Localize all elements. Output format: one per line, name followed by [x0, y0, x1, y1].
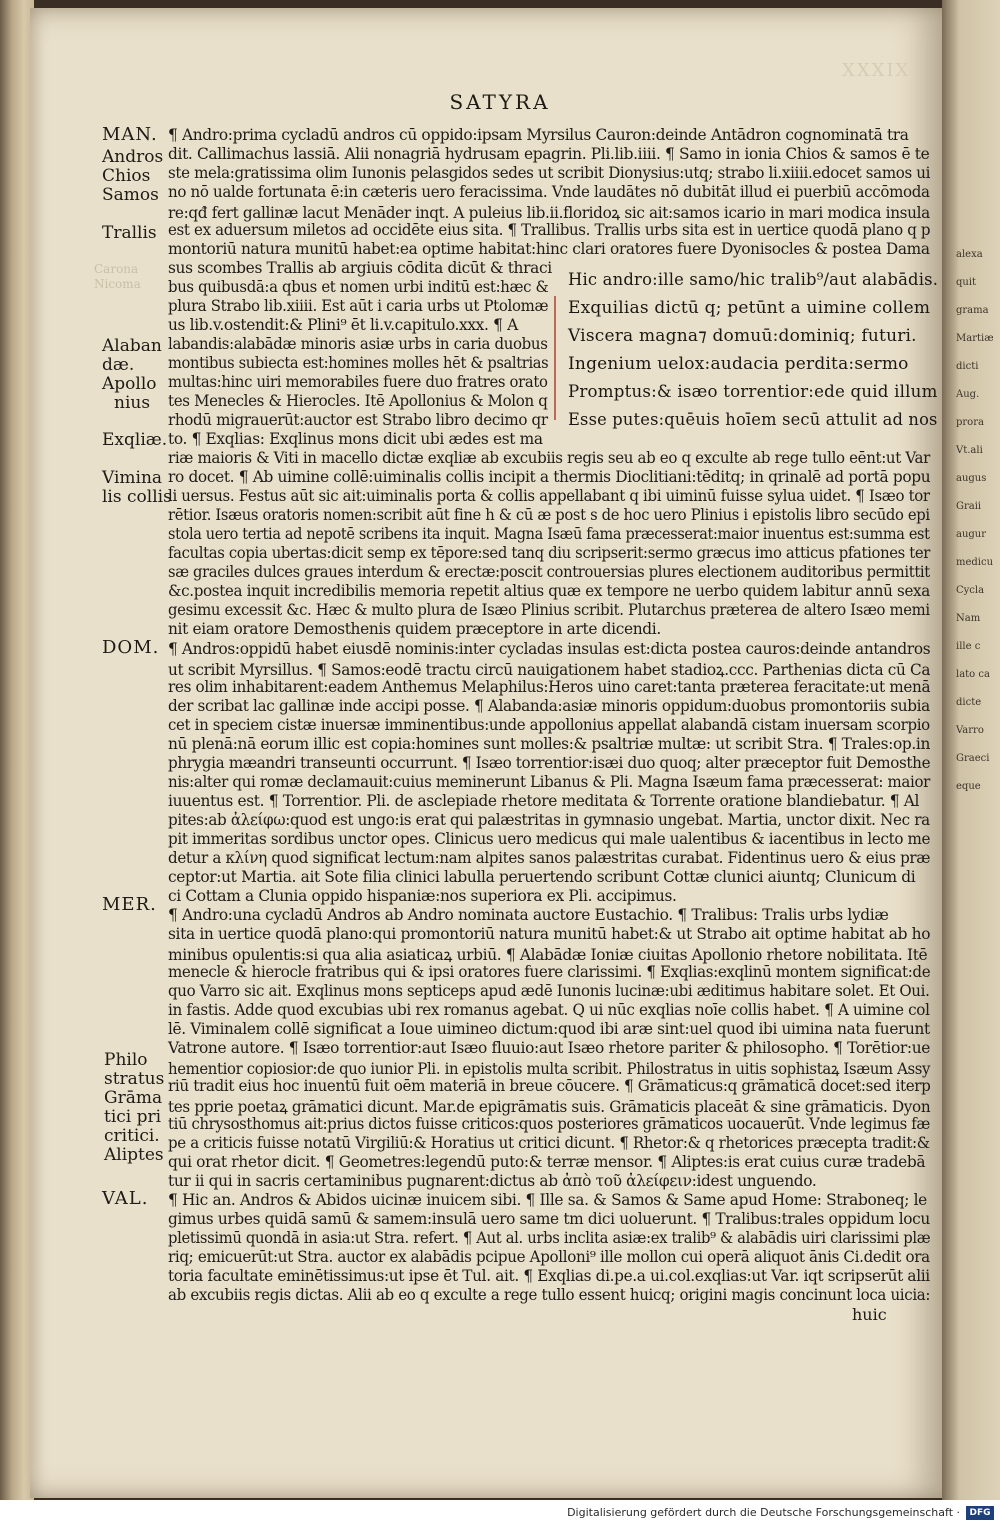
text-line: montibus subiecta est:homines molles hēt & psaltrias [168, 354, 549, 372]
margin-aliptes: Aliptes [104, 1145, 164, 1165]
margin-trallis: Trallis [102, 223, 157, 243]
text-line: est ex aduersum miletos ad occidēte eius sita. ¶ Trallibus. Trallis urbs sita est in uertice quodā plano q p [168, 221, 931, 239]
text-line: tiū chrysosthomus ait:prius dictos fuisse criticos:quos posteriores grāmaticos uocauerūt. Vnde legimus fæ [168, 1115, 930, 1133]
margin-lis-collis: lis collis [102, 487, 172, 507]
verse-line: Promptus:& isæo torrentior:ede quid illum [568, 382, 938, 402]
text-line: gimus urbes quidā samū & samem:insulā uero same tm dici uoluerunt. ¶ Tralibus:trales oppidum locu [168, 1210, 930, 1228]
margin-exqliae: Exqliæ. [102, 430, 168, 450]
section-mer: MER. [102, 894, 157, 915]
text-line: Vatrone autore. ¶ Isæo torrentior:aut Isæo fluuio:aut Isæo rhetore pariter & philosopho. ¶ Torētior:ue [168, 1039, 931, 1057]
facing-page-fragment: ille c [956, 641, 981, 652]
text-line: phrygia mæandri transeunti occurrunt. ¶ Isæo torrentior:isæi duo quoq; alter præceptor fuit Demosthe [168, 754, 931, 772]
facing-page-fragment: augus [956, 473, 987, 484]
text-line: labandis:alabādæ minoris asiæ urbs in caria duobus [168, 335, 548, 353]
text-line: facultas copia ubertas:dicit semp ex tēpore:sed tanq diu scripserit:sermo græcus imo atticus pfationes ter [168, 544, 931, 562]
text-line: menecle & hierocle fratribus qui & ipsi oratores fuere clarissimi. ¶ Exqlias:exqlinū montem significat:de [168, 963, 931, 981]
rubrication-mark [554, 296, 560, 420]
margin-philo: Philo [104, 1050, 148, 1070]
text-line: toria facultate eminētissimus:ut ipse ēt Tul. ait. ¶ Exqlias di.pe.a ui.col.exqlias:ut Var. iqt scripserūt alii [168, 1267, 930, 1285]
text-line: ab excubiis regis dictas. Alii ab eo q exculte a rege tullo essent huicq; origini magis concinunt loca uicia: [168, 1286, 931, 1304]
verse-line: Esse putes:quēuis hoīem secū attulit ad nos [568, 410, 938, 430]
text-line: riæ maioris & Viti in macello dictæ exqliæ ab excubiis regis seu ab eo q exculte ab rege tullo eēnt:ut Var [168, 449, 930, 467]
text-line: tur ii qui in sacris certaminibus pugnarent:dictus ab ἀπὸ τοῦ ἀλείφειν:idest unguendo. [168, 1172, 817, 1190]
margin-vimina: Vimina [102, 468, 163, 488]
facing-page-fragment: Nam [956, 613, 981, 624]
text-line: pletissimū quondā in asia:ut Stra. refert. ¶ Aut al. urbs inclita asiæ:ex tralib⁹ & alabādis uiri clarissimi plæ [168, 1229, 931, 1247]
margin-alaban: Alaban [102, 336, 162, 356]
facing-page-fragment: Vt.ali [956, 445, 983, 456]
margin-dae: dæ. [102, 355, 135, 375]
text-line: detur a κλίνη quod significat lectum:nam alpites sanos palæstritas curabat. Fidentinus uero & eius præ [168, 849, 931, 867]
margin-tici: tici pri [104, 1107, 162, 1127]
facing-page-fragment: Cycla [956, 585, 985, 596]
text-line: hementior copiosior:de quo iunior Pli. in epistolis multa scribit. Philostratus in uitis sophistaꝝ Isæum Assy [168, 1060, 931, 1078]
text-line: nis:alter qui romæ declamauit:cuius meminerunt Libanus & Pli. Magna Isæum fama præcesserat: maior [168, 773, 930, 791]
bleed-through-margin: Carona Nicoma [94, 262, 141, 291]
facing-page-fragment: quit [956, 277, 977, 288]
facing-page-fragment: medicu [956, 557, 994, 568]
text-line: nit eiam oratore Demosthenis quidem præceptore in arte dicendi. [168, 620, 661, 638]
facing-page-fragment: Graeci [956, 753, 990, 764]
facing-page-fragment: Graii [956, 501, 982, 512]
facing-page-fragment: Varro [956, 725, 984, 736]
text-line: cet in speciem cistæ inuersæ imminentibus:unde appollonius appellat alabandā cistam inuersam scorpio [168, 716, 930, 734]
catchword: huic [852, 1305, 887, 1324]
running-title: SATYRA [449, 90, 551, 114]
verse-line: Hic andro:ille samo/hic tralib⁹/aut alabādis. [568, 270, 939, 290]
text-line: sæ graciles dulces graues interdum & erectæ:poscit controuersias plures electionem auditoribus permittit [168, 563, 930, 581]
facing-page-edge [942, 0, 1000, 1500]
digitization-footer [0, 1500, 1000, 1526]
text-line: &c.postea inquit incredibilis memoria repetit altius quæ ex tempore ne uerbo quidem labitur annū sexa [168, 582, 930, 600]
text-line: rētior. Isæus oratoris nomen:scribit aūt fine h & cū æ post s de hoc uero Plinius i epistolis libro secūdo epi [168, 506, 930, 524]
text-line: tes Menecles & Hierocles. Itē Apollonius & Molon q [168, 392, 548, 410]
section-val: VAL. [102, 1188, 149, 1209]
text-line: tes pprie poetaꝝ grāmatici dicunt. Mar.de epigrāmatis suis. Grāmaticis placeāt & sine grāmaticis. Dyon [168, 1098, 931, 1116]
facing-page-fragment: grama [956, 305, 989, 316]
text-line: res olim inhabitarent:eadem Anthemus Melaphilus:Heros uino caret:tanta præterea feracitate:ut menā [168, 678, 931, 696]
margin-grama: Grāma [104, 1088, 163, 1108]
text-line: montoriū natura munitū habet:ea optime habitat:hinc clari oratores fuere Dyonisocles & postea Dama [168, 240, 930, 258]
text-line: plura Strabo lib.xiiii. Est aūt i caria urbs ut Ptolomæ [168, 297, 549, 315]
footer-credit: Digitalisierung gefördert durch die Deutsche Forschungsgemeinschaft · [567, 1506, 960, 1519]
facing-page-fragment: Martiæ [956, 333, 994, 344]
facing-page-fragment: augur [956, 529, 987, 540]
text-line: ¶ Hic an. Andros & Abidos uicinæ inuicem sibi. ¶ Ille sa. & Samos & Same apud Home: Straboneq; le [168, 1191, 927, 1209]
text-line: ¶ Andros:oppidū habet eiusdē nominis:inter cycladas insulas est:dicta postea cauros:deinde antandros [168, 640, 931, 658]
text-line: riū tradit eius hoc inuentū fuit oēm materiā in breue cōucere. ¶ Grāmaticus:q grāmaticā docet:sed iterp [168, 1077, 931, 1095]
facing-page-fragment: prora [956, 417, 984, 428]
text-line: gesimu excessit &c. Hæc & multo plura de Isæo Plinius scribit. Plutarchus præterea de altero Isæo memi [168, 601, 930, 619]
text-line: ci Cottam a Clunia oppido hispaniæ:nos superiora ex Pli. accipimus. [168, 887, 677, 905]
text-line: ¶ Andro:una cycladū Andros ab Andro nominata auctore Eustachio. ¶ Tralibus: Tralis urbs lydiæ [168, 906, 889, 924]
text-line: li uersus. Festus aūt sic ait:uiminalis porta & collis appellabant q ibi uiminū fuisse sylua uidet. ¶ Isæo tor [168, 487, 930, 505]
text-line: ro docet. ¶ Ab uimine collē:uiminalis collis incipit a thermis Dioclitiani:tēditq; in qrinalē ad portā popu [168, 468, 931, 486]
margin-stratus: stratus [104, 1069, 165, 1089]
verse-line: Viscera magna⁊ domuū:dominiq; futuri. [568, 326, 917, 346]
verse-line: Exquilias dictū q; petūnt a uimine collem [568, 298, 931, 318]
text-line: sus scombes Trallis ab argiuis cōdita dicūt & thraci [168, 259, 552, 277]
text-line: der scribat lac gallinæ inde accipi posse. ¶ Alabanda:asiæ minoris oppidum:duobus promontoriis subia [168, 697, 930, 715]
facing-page-fragment: alexa [956, 249, 983, 260]
verse-line: Ingenium uelox:audacia perdita:sermo [568, 354, 909, 374]
text-line: sita in uertice quodā plano:qui promontoriū natura munitū habet:& ut Strabo ait optime habitat ab ho [168, 925, 931, 943]
text-line: us lib.v.ostendit:& Plini⁹ ēt li.v.capitulo.xxx. ¶ A [168, 316, 518, 334]
margin-apollo: Apollo [102, 374, 157, 394]
facing-page-fragment: dicte [956, 697, 982, 708]
text-line: pit immeritas sordibus unctor opes. Clinicus uero medicus qui male ualentibus & iacentibus in lecto me [168, 830, 931, 848]
text-line: rhodū migrauerūt:auctor est Strabo libro decimo qr [168, 411, 548, 429]
text-line: iuuentus est. ¶ Torrentior. Pli. de asclepiade rhetore meditata & Torrente oratione blandiebatur. ¶ Al [168, 792, 920, 810]
dfg-logo-icon: DFG [966, 1506, 994, 1520]
facing-page-fragment: Aug. [956, 389, 980, 400]
facing-page-fragment: dicti [956, 361, 979, 372]
section-dom: DOM. [102, 637, 160, 658]
text-line: dit. Callimachus lassiā. Alii nonagriā hydrusam epagrin. Pli.lib.iiii. ¶ Samo in ionia Chios & samos ē te [168, 145, 930, 163]
text-line: stola uero tertia ad nepotē scribens ita inquit. Magna Isæū fama præcesserat:maior inuentus est:summa est [168, 525, 930, 543]
text-line: lē. Viminalem collē significat a Ioue uimineo dictum:quod ibi aræ sint:uel quod ibi uimina nata fuerunt [168, 1020, 930, 1038]
facing-page-fragment: eque [956, 781, 981, 792]
facing-page-fragment: lato ca [956, 669, 990, 680]
margin-andros: Andros [102, 147, 164, 167]
margin-critici: critici. [104, 1126, 160, 1146]
text-line: multas:hinc uiri memorabiles fuere duo fratres orato [168, 373, 548, 391]
margin-nius: nius [114, 393, 151, 413]
text-line: bus quibusdā:a qbus et nomen urbi inditū est:hæc & [168, 278, 549, 296]
text-line: pe a criticis fuisse notatū Virgiliū:& Horatius ut critici dicunt. ¶ Rhetor:& q rhetorices præcepta tradit:& [168, 1134, 930, 1152]
text-line: quo Varro sic ait. Exqlinus mons septiceps apud ædē Iunonis lucinæ:ubi æditimus habitare solet. Et Oui. [168, 982, 930, 1000]
text-line: re:qđ fert gallinæ lacut Menāder inqt. A puleius lib.ii.floridoꝝ sic ait:samos icario in mari modica insula [168, 204, 930, 222]
text-line: ¶ Andro:prima cycladū andros cū oppido:ipsam Myrsilus Cauron:deinde Antādron cognominatā tra [168, 126, 909, 144]
margin-chios: Chios [102, 166, 151, 186]
text-line: in fastis. Adde quod excubias ubi rex romanus agebat. Q ui nūc exqlias noīe collis habet. ¶ A uimine col [168, 1001, 930, 1019]
text-line: qui orat rhetor dicit. ¶ Geometres:legendū puto:& terræ mensor. ¶ Aliptes:is erat cuius curæ tradebā [168, 1153, 926, 1171]
text-line: ste mela:gratissima olim Iunonis pelasgidos sedes ut scribit Dionysius:utq; strabo li.xiiii.edocet samos ui [168, 164, 931, 182]
text-line: pites:ab ἀλείφω:quod est ungo:is erat qui palæstritas in gymnasio ungebat. Martia, unctor dixit. Nec ra [168, 811, 930, 829]
verse-block [560, 270, 938, 442]
text-line: to. ¶ Exqlias: Exqlinus mons dicit ubi ædes est ma [168, 430, 543, 448]
text-line: nū plenā:nā eorum illic est copia:homines sunt molles:& psaltriæ multæ: ut scribit Stra. ¶ Trales:op.in [168, 735, 931, 753]
text-line: riq; emicuerūt:ut Stra. auctor ex alabādis pcipue Apolloni⁹ ille mollon cui operā aliquot ānis Ci.dedit ora [168, 1248, 930, 1266]
text-line: ut scribit Myrsillus. ¶ Samos:eodē tractu circū nauigationem habet stadioꝝ.ccc. Parthenias dicta cū Ca [168, 661, 931, 679]
margin-man: MAN. [102, 124, 158, 145]
margin-samos: Samos [102, 185, 159, 205]
book-edge-left [0, 0, 34, 1500]
text-line: no nō ualde fortunata ē:in cæteris uero feracissima. Vnde laudātes nō dubitāt illud ei puerbiū accōmoda [168, 183, 930, 201]
bleed-through-text: XXXIX [842, 60, 911, 81]
text-line: minibus opulentis:si qua alia asiaticaꝝ urbiū. ¶ Alabādæ Ioniæ ciuitas Apollonio rhetore nobilitata. Itē [168, 946, 928, 964]
text-line: ceptor:ut Martia. ait Sote filia clinici labulla peruertendo scribunt Cottæ clunici aiuntq; Clunicum di [168, 868, 916, 886]
